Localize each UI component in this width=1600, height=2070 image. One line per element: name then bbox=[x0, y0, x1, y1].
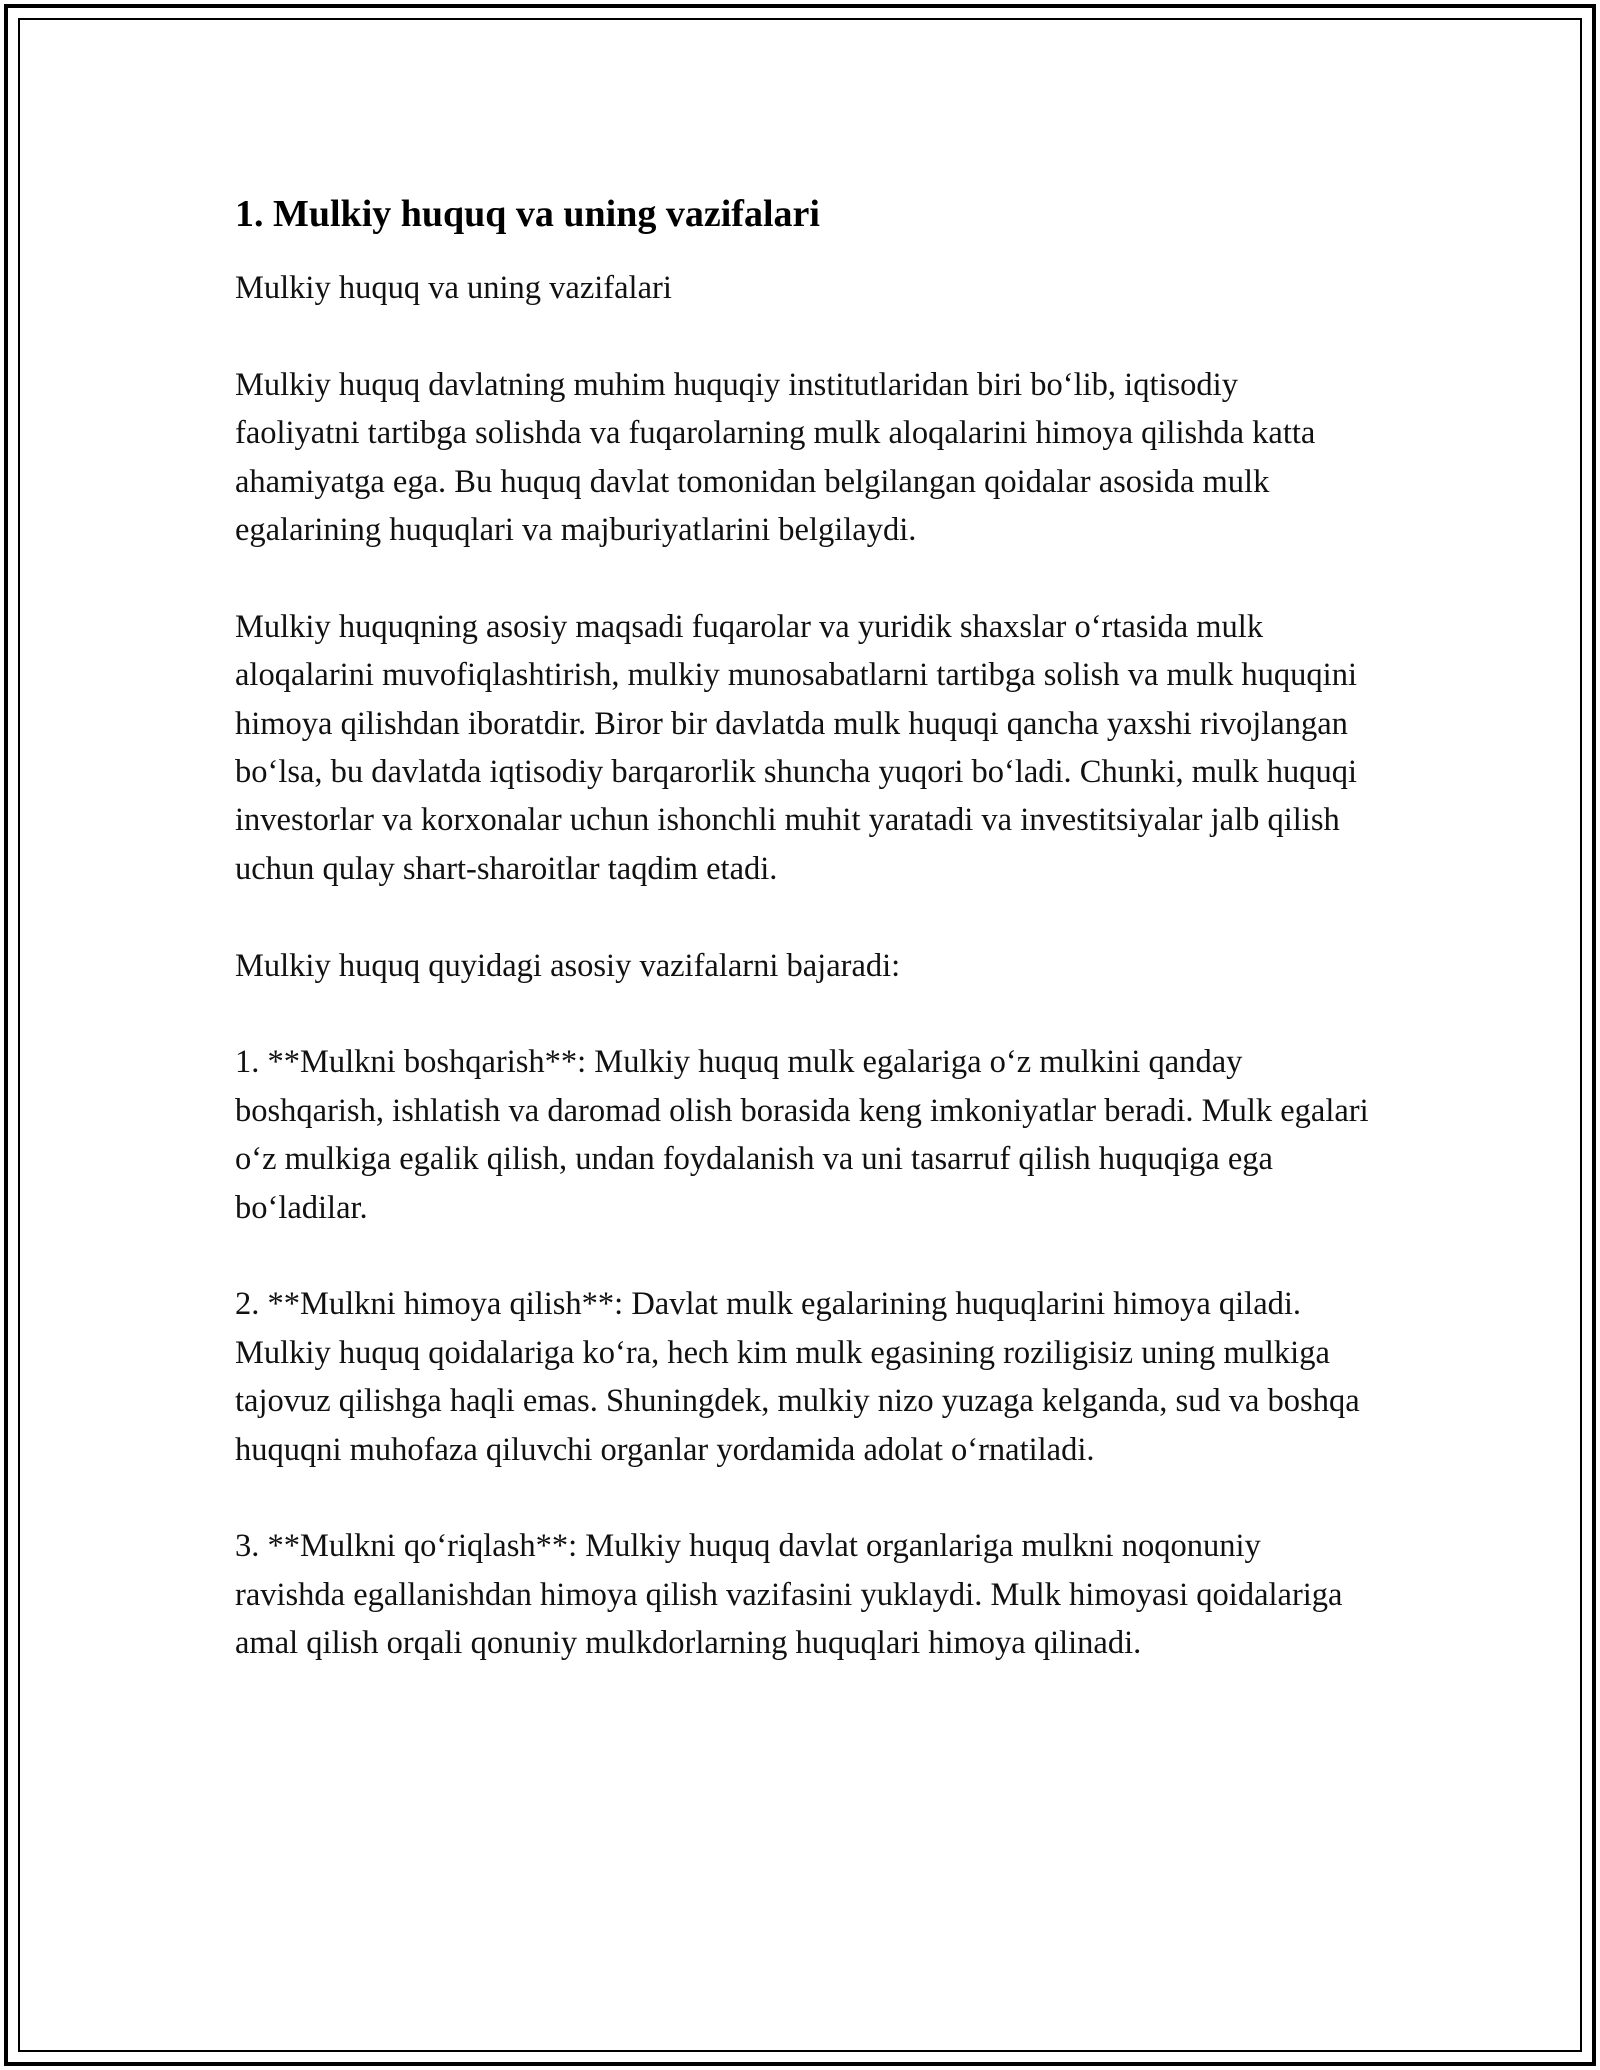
paragraph-function-2: 2. **Mulkni himoya qilish**: Davlat mulk egalarining huquqlarini himoya qiladi. Mulkiy huquq qoidalariga ko‘ra, hech kim mulk egasining roziligisiz uning mulkiga tajovuz qilishga haqli emas. Shuningdek, mulkiy nizo yuzaga kelganda, sud va boshqa huquqni muhofaza qiluvchi organlar yordamida adolat o‘rnatiladi. bbox=[235, 1286, 1360, 1468]
paragraph-function-1: 1. **Mulkni boshqarish**: Mulkiy huquq mulk egalariga o‘z mulkini qanday boshqarish, ishlatish va daromad olish borasida keng imkoniyatlar beradi. Mulk egalari o‘z mulkiga egalik qilish, undan foydalanish va uni tasarruf qilish huquqiga ega bo‘ladilar. bbox=[235, 1044, 1369, 1226]
document-body bbox=[235, 190, 1370, 1716]
paragraph-purpose: Mulkiy huquqning asosiy maqsadi fuqarolar va yuridik shaxslar o‘rtasida mulk aloqalarini muvofiqlashtirish, mulkiy munosabatlarni tartibga solish va mulk huquqini himoya qilishdan iboratdir. Biror bir davlatda mulk huquqi qancha yaxshi rivojlangan bo‘lsa, bu davlatda iqtisodiy barqarorlik shuncha yuqori bo‘ladi. Chunki, mulk huquqi investorlar va korxonalar uchun ishonchli muhit yaratadi va investitsiyalar jalb qilish uchun qulay shart-sharoitlar taqdim etadi. bbox=[235, 608, 1357, 887]
paragraph-functions-lead: Mulkiy huquq quyidagi asosiy vazifalarni bajaradi: bbox=[235, 947, 901, 984]
paragraph-function-3: 3. **Mulkni qo‘riqlash**: Mulkiy huquq davlat organlariga mulkni noqonuniy ravishda egallanishdan himoya qilish vazifasini yuklaydi. Mulk himoyasi qoidalariga amal qilish orqali qonuniy mulkdorlarning huquqlari himoya qilinadi. bbox=[235, 1528, 1343, 1662]
paragraph-intro: Mulkiy huquq davlatning muhim huquqiy institutlaridan biri bo‘lib, iqtisodiy faoliyatni tartibga solishda va fuqarolarning mulk aloqalarini himoya qilishda katta ahamiyatga ega. Bu huquq davlat tomonidan belgilangan qoidalar asosida mulk egalarining huquqlari va majburiyatlarini belgilaydi. bbox=[235, 366, 1316, 549]
document-title: 1. Mulkiy huquq va uning vazifalari bbox=[235, 193, 820, 235]
document-subtitle: Mulkiy huquq va uning vazifalari bbox=[235, 270, 672, 306]
